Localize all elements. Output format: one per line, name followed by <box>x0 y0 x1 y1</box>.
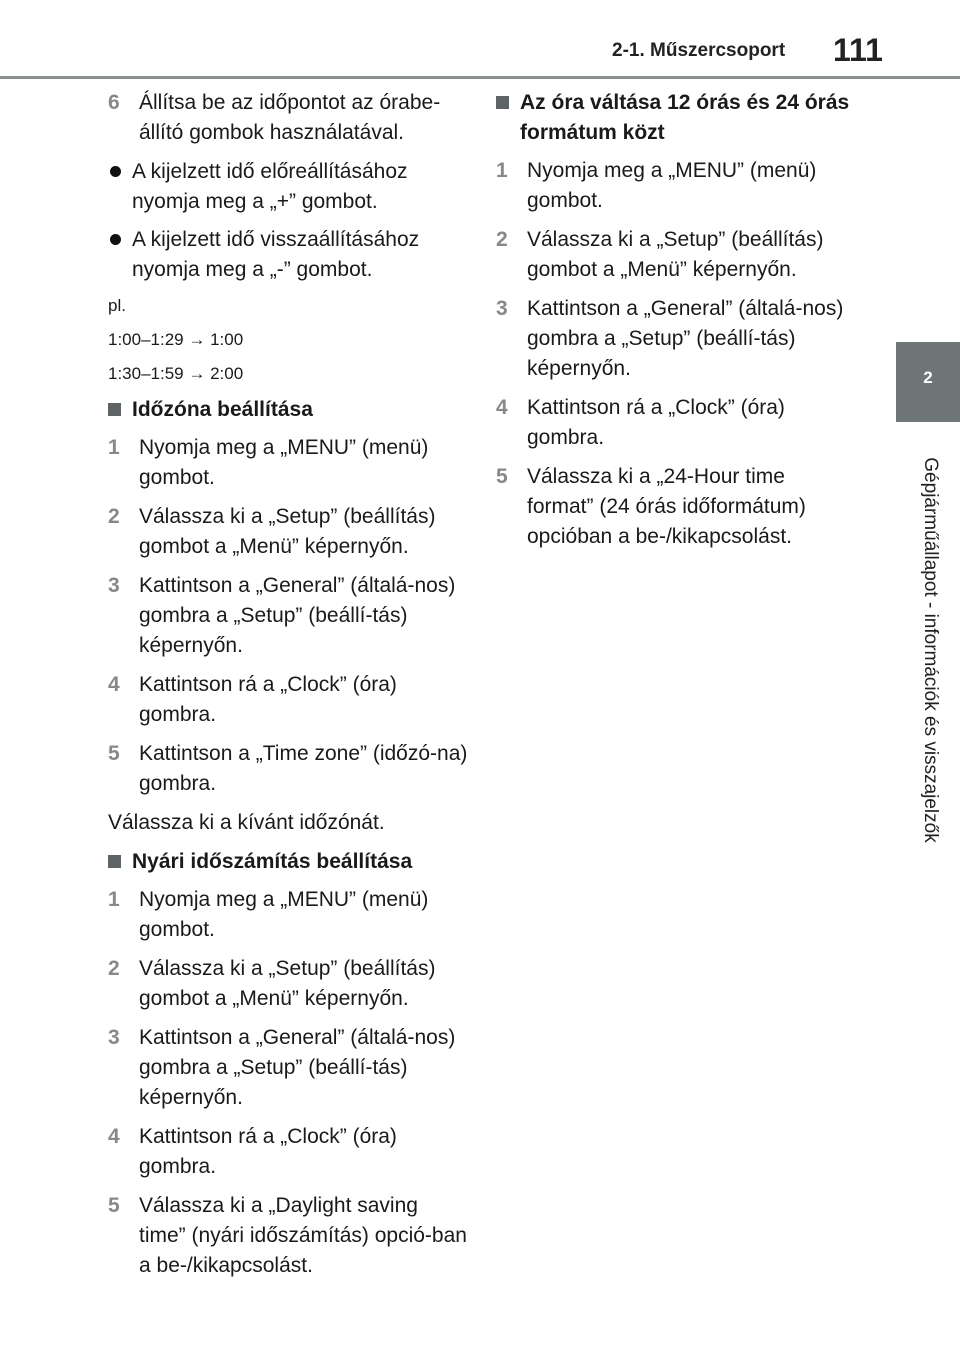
dst-step-3 <box>108 1023 468 1113</box>
bullet-dot-icon <box>110 234 121 245</box>
bullet-text: A kijelzett idő visszaállításához nyomja meg a „-” gombot. <box>132 228 420 281</box>
bullet-dot-icon <box>110 166 121 177</box>
step-text: Nyomja meg a „MENU” (menü) gombot. <box>527 159 817 212</box>
step-text: Válassza ki a „Setup” (beállítás) gombot a „Menü” képernyőn. <box>527 228 824 281</box>
step-text: Nyomja meg a „MENU” (menü) gombot. <box>139 888 429 941</box>
format-step-4 <box>496 393 856 453</box>
format-step-1 <box>496 156 856 216</box>
timezone-step-3 <box>108 571 468 661</box>
step-number: 5 <box>496 465 508 488</box>
step-text: Kattintson a „General” (általá-nos) gombra a „Setup” (beállí-tás) képernyőn. <box>139 1026 456 1109</box>
page-number: 111 <box>833 32 883 68</box>
bullet-text: A kijelzett idő előreállításához nyomja meg a „+” gombot. <box>132 160 408 213</box>
step-number: 4 <box>108 673 120 696</box>
step-number: 3 <box>108 574 120 597</box>
dst-step-1 <box>108 885 468 945</box>
step-text: Kattintson rá a „Clock” (óra) gombra. <box>139 1125 397 1178</box>
step-number: 1 <box>108 436 120 459</box>
dst-step-2 <box>108 954 468 1014</box>
step-number: 1 <box>108 888 120 911</box>
side-tab-label: Gépjárműállapot - információk és visszajelzők <box>920 457 941 843</box>
bullet-item <box>108 225 468 285</box>
square-bullet-icon <box>108 403 121 416</box>
timezone-step-5 <box>108 739 468 799</box>
left-column <box>108 88 468 1290</box>
step-number: 3 <box>496 297 508 320</box>
step-text: Nyomja meg a „MENU” (menü) gombot. <box>139 436 429 489</box>
step-text: Válassza ki a „Daylight saving time” (nyári időszámítás) opció-ban a be-/kikapcsolást. <box>139 1194 467 1277</box>
step-text: Állítsa be az időpontot az órabe-állító gombok használatával. <box>139 91 441 144</box>
timezone-step-2 <box>108 502 468 562</box>
step-text: Kattintson rá a „Clock” (óra) gombra. <box>527 396 785 449</box>
heading-text: Nyári időszámítás beállítása <box>132 850 413 873</box>
step-text: Válassza ki a „Setup” (beállítás) gombot a „Menü” képernyőn. <box>139 505 436 558</box>
timezone-heading <box>108 395 468 425</box>
heading-text: Időzóna beállítása <box>132 398 313 421</box>
format-heading <box>496 88 856 148</box>
timezone-step-1 <box>108 433 468 493</box>
step-number: 5 <box>108 742 120 765</box>
step-text: Kattintson a „Time zone” (időzó-na) gombra. <box>139 742 468 795</box>
step-text: Kattintson a „General” (általá-nos) gombra a „Setup” (beállí-tás) képernyőn. <box>139 574 456 657</box>
square-bullet-icon <box>496 96 509 109</box>
timezone-note: Válassza ki a kívánt időzónát. <box>108 811 385 834</box>
side-tab <box>896 342 960 422</box>
step-number: 3 <box>108 1026 120 1049</box>
dst-step-4 <box>108 1122 468 1182</box>
dst-step-5 <box>108 1191 468 1281</box>
step-number: 2 <box>496 228 508 251</box>
step-number: 6 <box>108 91 120 114</box>
step-6 <box>108 88 468 148</box>
dst-heading <box>108 847 468 877</box>
step-text: Válassza ki a „Setup” (beállítás) gombot a „Menü” képernyőn. <box>139 957 436 1010</box>
step-number: 5 <box>108 1194 120 1217</box>
example-label: pl. <box>108 296 126 315</box>
right-column <box>496 88 856 561</box>
step-text: Kattintson a „General” (általá-nos) gombra a „Setup” (beállí-tás) képernyőn. <box>527 297 844 380</box>
format-step-2 <box>496 225 856 285</box>
side-tab-number: 2 <box>923 368 933 387</box>
format-step-3 <box>496 294 856 384</box>
step-text: Kattintson rá a „Clock” (óra) gombra. <box>139 673 397 726</box>
step-number: 1 <box>496 159 508 182</box>
header-rule <box>0 76 960 79</box>
step-number: 4 <box>108 1125 120 1148</box>
step-number: 2 <box>108 505 120 528</box>
bullet-item <box>108 157 468 217</box>
heading-text: Az óra váltása 12 órás és 24 órás formátum közt <box>520 91 850 144</box>
step-text: Válassza ki a „24-Hour time format” (24 órás időformátum) opcióban a be-/kikapcsolást. <box>527 465 806 548</box>
header-section-title: 2-1. Műszercsoport <box>612 40 786 61</box>
example-line: 1:30–1:59 → 2:00 <box>108 364 244 383</box>
timezone-step-4 <box>108 670 468 730</box>
step-number: 2 <box>108 957 120 980</box>
step-number: 4 <box>496 396 508 419</box>
square-bullet-icon <box>108 855 121 868</box>
format-step-5 <box>496 462 856 552</box>
example-line: 1:00–1:29 → 1:00 <box>108 330 244 349</box>
